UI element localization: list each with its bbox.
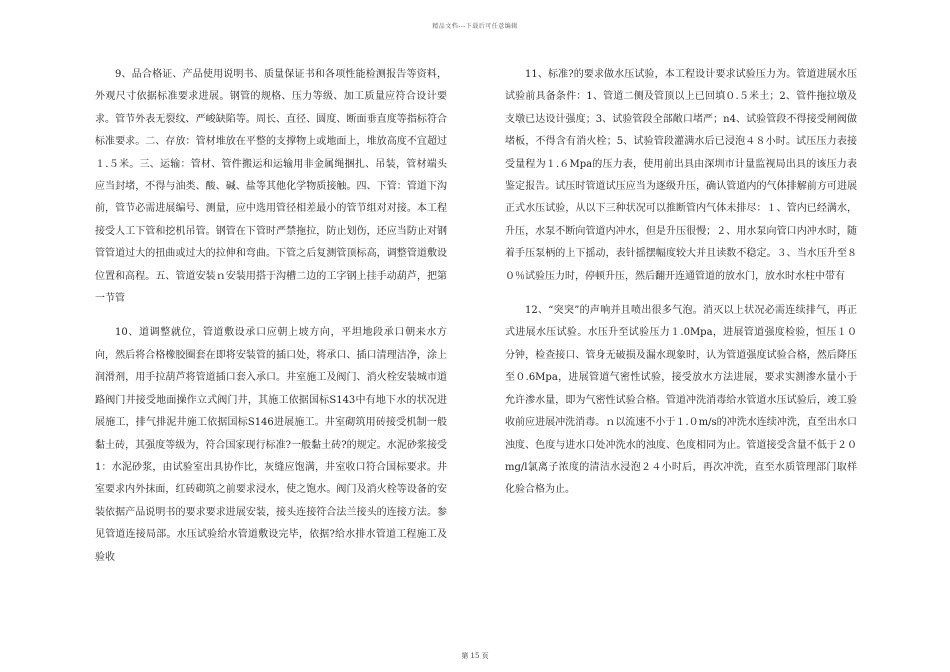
- right-column: [505, 64, 857, 514]
- paragraph-11: 11、标准?的要求做水压试验，本工程设计要求试验压力为。管道进展水压试验前具备条件：1、管道二侧及管顶以上已回填０.５米土；2、管件拖拉墩及支墩已达设计强度；3、试验管段全部敞口堵严；n4、试验管段不得接受闸阀做堵板，不得含有消火栓；5、试验管段灌满水后已浸泡４８小时。试压压力表接受量程为１.６Mpa的压力表，使用前出具由深圳市计量监视局出具的该压力表鉴定报告。试压时管道试压应当为逐级升压，确认管道内的气体排解前方可进展正式水压试验，从以下三种状况可以推断管内气体未排尽：１、管内已经满水，升压，水泵不断向管道内冲水，但是升压很慢；２、用水泵向管口内冲水时，随着手压泵柄的上下摇动，表针摇摆幅度较大并且读数不稳定。３、当水压升至８０％试验压力时，停顿升压，然后翻开连通管道的放水门，放水时水柱中带有: [505, 69, 857, 282]
- left-column: [95, 64, 447, 581]
- paragraph-9: 9、品合格证、产品使用说明书、质量保证书和各项性能检测报告等资料，外观尺寸依据标准要求进展。钢管的规格、压力等级、加工质量应符合设计要求。管节外表无裂纹、严峻缺陷等。周长、直径、圆度、断面垂直度等指标符合标准要求。二、存放：管材堆放在平整的支撑物上或地面上，堆放高度不宜超过１.５米。三、运输：管材、管件搬运和运输用非金属绳捆扎、吊装，管材端头应当封堵，不得与油类、酸、碱、盐等其他化学物质接触。四、下管：管道下沟前，管节必需进展编号、测量，应中选用管径相差最小的管节组对对接。本工程接受人工下管和挖机吊管。钢管在下管时严禁拖拉，防止划伤，还应当防止对钢管管道过大的扭曲或过大的拉伸和弯曲。下管之后复测管顶标高，调整管道敷设位置和高程。五、管道安装ｎ安装用搭于沟槽二边的工字钢上挂手动葫芦，把第一节管: [95, 69, 447, 305]
- page-number: 第 15 页: [461, 652, 489, 660]
- page-header: 精品文档---下载后可任意编辑: [432, 23, 518, 30]
- paragraph-10: 10、道调整就位，管道敷设承口应朝上坡方向，平坦地段承口朝来水方向，然后将合格橡胶圈套在即将安装管的插口处，将承口、插口清理洁净，涂上润滑剂，用手拉葫芦将管道插口套入承口。井室施工及阀门、消火栓安装城市道路阀门井接受地面操作立式阀门井，其施工依据国标S143中有地下水的状况进展施工，排气排泥井施工依据国标S146进展施工。井室砌筑用砖接受机制一般黏土砖，其强度等级为，符合国家现行标准?一般黏土砖?的规定。水泥砂浆接受1：水泥砂浆，由试验室出具协作比，灰缝应饱满，井室收口符合国标要求。井室要求内外抹面，红砖砌筑之前要求浸水，使之饱水。阀门及消火栓等设备的安装依据产品说明书的要求要求进展安装，接头连接符合法兰接头的连接方法。参见管道连接局部。水压试验给水管道敷设完毕，依据?给水排水管道工程施工及验收: [95, 327, 447, 563]
- paragraph-12: 12、“突突”的声响并且喷出很多气泡。消灭以上状况必需连续排气，再正式进展水压试验。水压升至试验压力１.0Mpa，进展管道强度检验，恒压１０分钟，检查接口、管身无破损及漏水现象时，认为管道强度试验合格，然后降压至０.6Mpa，进展管道气密性试验，接受放水方法进展，要求实测渗水量小于允许渗水量，即为气密性试验合格。管道冲洗消毒给水管道水压试验后，竣工验收前应进展冲洗消毒。ｎ以流速不小于１.０m/s的冲洗水连续冲洗，直至出水口浊度、色度与进水口处冲洗水的浊度、色度相同为止。管道接受含量不低于２０mg/l氯离子浓度的清洁水浸泡２４小时后，再次冲洗，直至水质管理部门取样化验合格为止。: [505, 305, 857, 496]
